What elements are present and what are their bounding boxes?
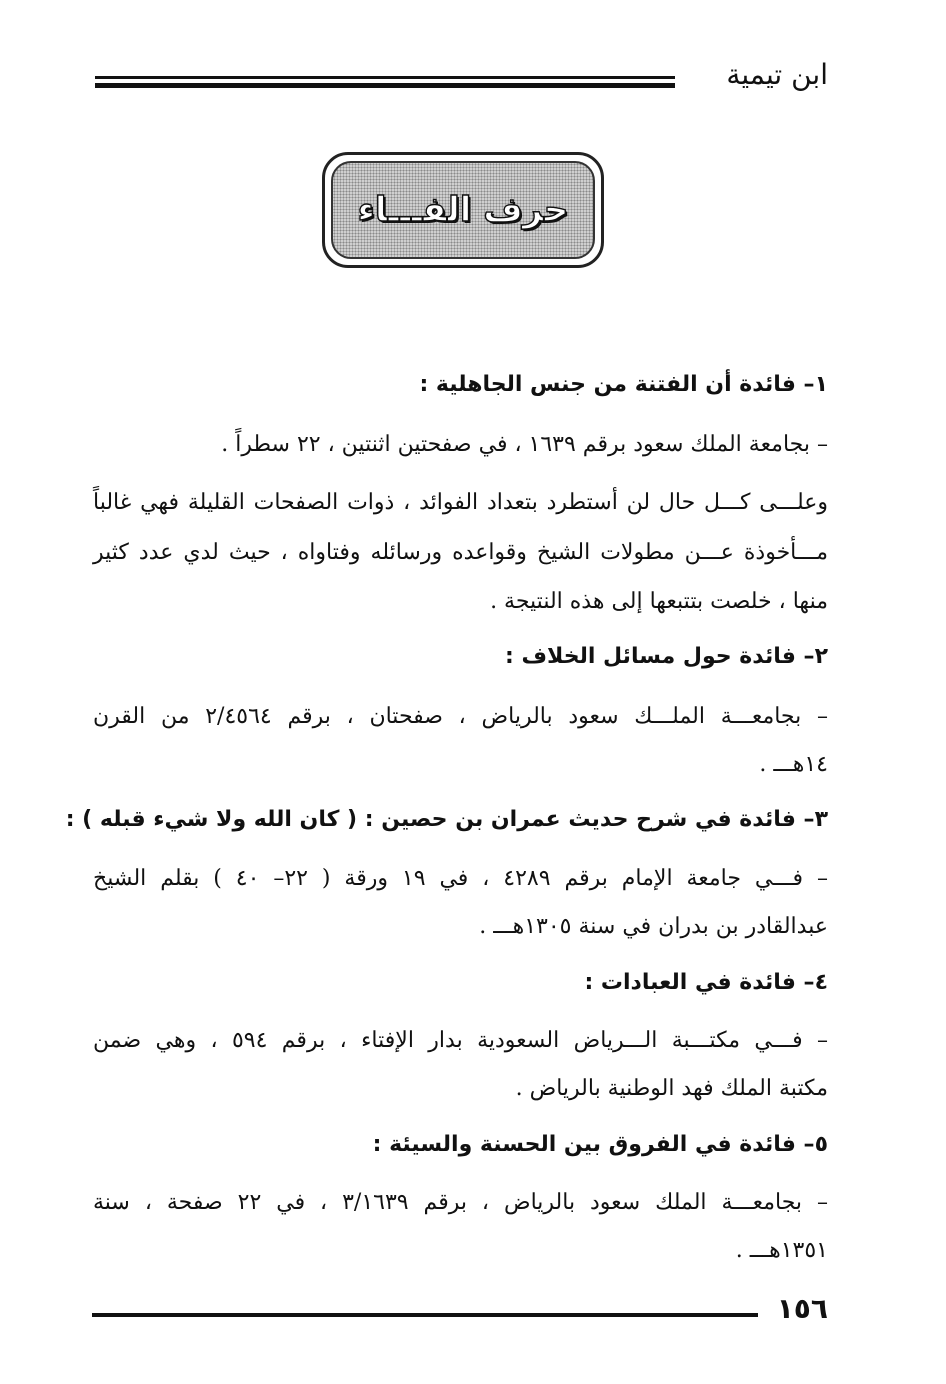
entry-3-line-1: – فـــي جامعة الإمام برقم ٤٢٨٩ ، في ١٩ ورقة ( ٢٢– ٤٠ ) بقلم الشيخ <box>93 866 828 891</box>
paragraph-line-3: منها ، خلصت بتتبعها إلى هذه النتيجة . <box>490 589 828 614</box>
header-rule-bottom <box>95 83 675 88</box>
entry-3-line-2: عبدالقادر بن بدران في سنة ١٣٠٥هـــ . <box>479 914 828 939</box>
header-rule-top <box>95 76 675 79</box>
paragraph-line-1: وعلـــى كـــل حال لن أستطرد بتعداد الفوائد ، ذوات الصفحات القليلة فهي غالباً <box>93 490 828 515</box>
entry-4-line-1: – فـــي مكتـــبة الـــرياض السعودية بدار الإفتاء ، برقم ٥٩٤ ، وهي ضمن <box>93 1028 828 1053</box>
running-header-title: ابن تيمية <box>726 58 828 91</box>
entry-5-heading: ٥– فائدة في الفروق بين الحسنة والسيئة : <box>372 1132 828 1157</box>
entry-2-heading: ٢– فائدة حول مسائل الخلاف : <box>505 644 828 669</box>
section-title-panel <box>331 161 595 259</box>
entry-4-line-2: مكتبة الملك فهد الوطنية بالرياض . <box>515 1076 828 1101</box>
entry-2-line-1: – بجامعـــة الملـــك سعود بالرياض ، صفحتان ، برقم ٢/٤٥٦٤ من القرن <box>93 704 828 729</box>
page-number: ١٥٦ <box>776 1292 828 1325</box>
paragraph-line-2: مـــأخوذة عـــن مطولات الشيخ وقواعده ورسائله وفتاواه ، حيث لدي عدد كثير <box>93 540 828 565</box>
entry-1-line-1: – بجامعة الملك سعود برقم ١٦٣٩ ، في صفحتين اثنتين ، ٢٢ سطراً . <box>221 432 828 457</box>
footer-rule <box>92 1313 758 1317</box>
entry-5-line-2: ١٣٥١هـــ . <box>735 1238 828 1263</box>
section-title-box <box>322 152 604 268</box>
entry-1-heading: ١– فائدة أن الفتنة من جنس الجاهلية : <box>419 372 828 397</box>
entry-3-heading: ٣– فائدة في شرح حديث عمران بن حصين : ( كان الله ولا شيء قبله ) : <box>65 807 828 832</box>
entry-2-line-2: ١٤هـــ . <box>759 752 828 777</box>
entry-4-heading: ٤– فائدة في العبادات : <box>584 970 828 995</box>
entry-5-line-1: – بجامعـــة الملك سعود بالرياض ، برقم ٣/١٦٣٩ ، في ٢٢ صفحة ، سنة <box>93 1190 828 1215</box>
section-title: حرف الفـــاء <box>357 190 569 230</box>
